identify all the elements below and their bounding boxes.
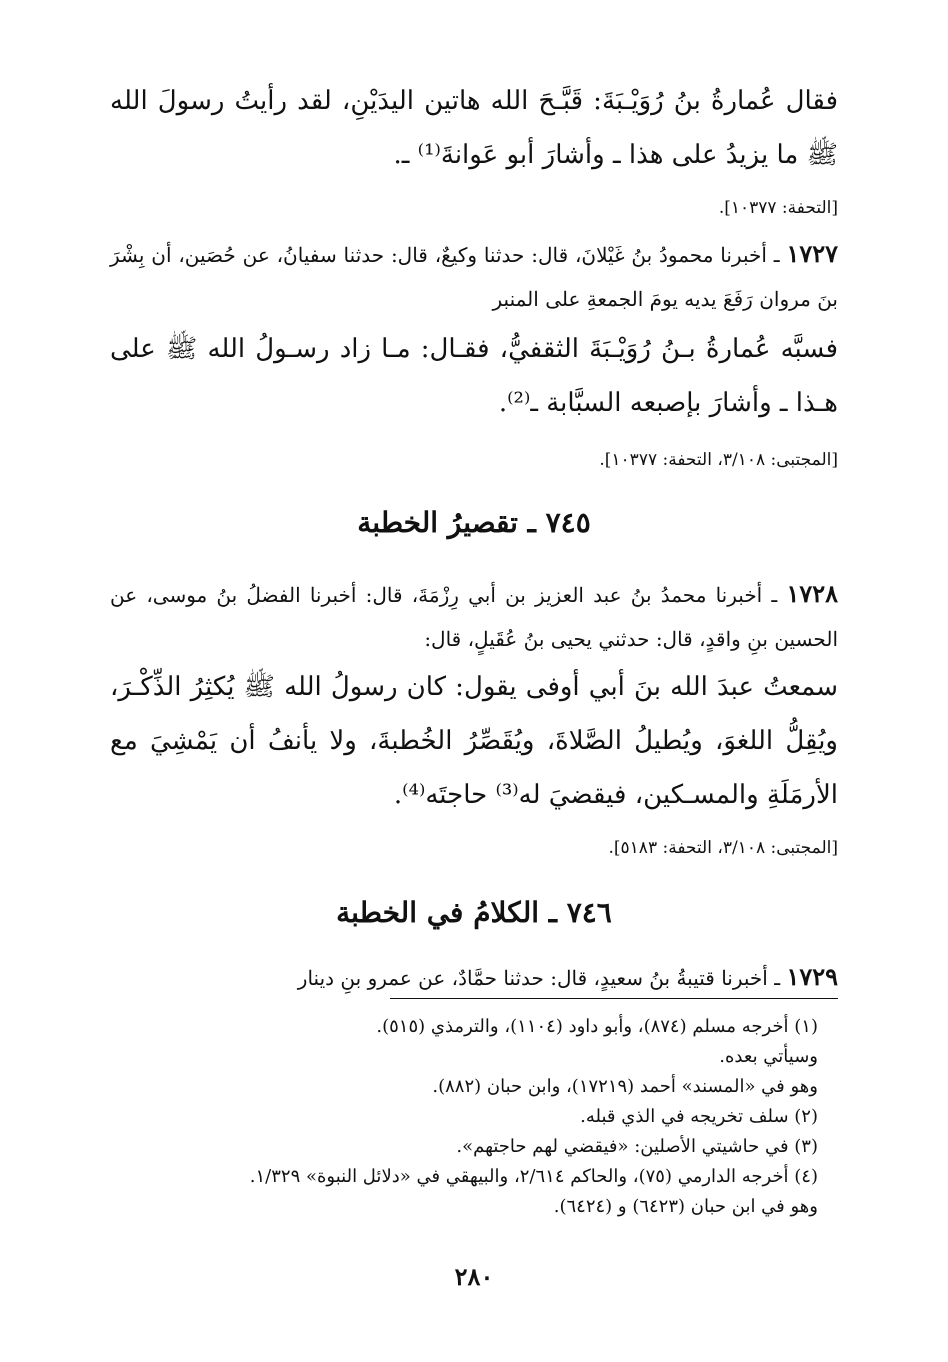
footnote-line: وسيأتي بعده. bbox=[719, 1046, 818, 1067]
hadith-1727-matn: فسبَّه عُمارةُ بـنُ رُوَيْـبَةَ الثقفيُّ، فقـال: مـا زاد رسـولُ الله ﷺ على هـذا ـ وأشارَ بإصبعه السبَّابة ـ⁽²⁾. bbox=[110, 334, 838, 418]
hadith-number: ١٧٢٩ bbox=[786, 962, 838, 991]
hadith-number: ١٧٢٨ bbox=[786, 579, 838, 608]
hadith-number: ١٧٢٧ bbox=[786, 239, 839, 268]
chapter-heading: ٧٤٥ ـ تقصيرُ الخطبة bbox=[357, 506, 591, 539]
hadith-1726-takhrij: [التحفة: ١٠٣٧٧]. bbox=[718, 198, 838, 218]
hadith-1726-matn: فقال عُمارةُ بنُ رُوَيْـبَةَ: قَبَّـحَ الله هاتين اليدَيْنِ، لقد رأيتُ رسولَ الله ﷺ ما يزيدُ على هذا ـ وأشارَ أبو عَوانةَ⁽¹⁾ ـ. bbox=[110, 86, 838, 170]
hadith-1727-isnad bbox=[110, 232, 838, 321]
hadith-1727-takhrij: [المجتبى: ٣/١٠٨، التحفة: ١٠٣٧٧]. bbox=[599, 450, 838, 470]
isnad-text: ـ أخبرنا قتيبةُ بنُ سعيدٍ، قال: حدثنا حمَّادٌ، عن عمرو بنِ دينار bbox=[297, 966, 781, 990]
footnote-line: (٣) في حاشيتي الأصلين: «فيقضي لهم حاجتهم». bbox=[456, 1136, 818, 1157]
hadith-1728-isnad bbox=[110, 572, 838, 661]
footnote-line: وهو في ابن حبان (٦٤٢٣) و (٦٤٢٤). bbox=[553, 1196, 818, 1217]
footnote-separator bbox=[390, 998, 838, 999]
hadith-1728-takhrij: [المجتبى: ٣/١٠٨، التحفة: ٥١٨٣]. bbox=[608, 838, 838, 858]
footnote-line: (١) أخرجه مسلم (٨٧٤)، وأبو داود (١١٠٤)، والترمذي (٥١٥). bbox=[376, 1016, 818, 1037]
isnad-text: ـ أخبرنا محمدُ بنُ عبد العزيز بن أبي رِزْمَةَ، قال: أخبرنا الفضلُ بنُ موسى، عن الحسين بنِ واقدٍ، قال: حدثني يحيى بنُ عُقَيلٍ، قال: bbox=[110, 583, 838, 651]
footnote-line: (٤) أخرجه الدارمي (٧٥)، والحاكم ٢/٦١٤، والبيهقي في «دلائل النبوة» ١/٣٢٩. bbox=[249, 1166, 818, 1187]
isnad-text: ـ أخبرنا محمودُ بنُ غَيْلانَ، قال: حدثنا وكيعٌ، قال: حدثنا سفيانُ، عن حُصَين، أن بِشْرَ بنَ مروان رَفَعَ يديه يومَ الجمعةِ على المنبر bbox=[110, 243, 838, 311]
chapter-heading: ٧٤٦ ـ الكلامُ في الخطبة bbox=[336, 896, 612, 929]
footnotes bbox=[178, 1012, 818, 1222]
hadith-1729-isnad bbox=[110, 955, 838, 1000]
hadith-1728-matn: سمعتُ عبدَ الله بنَ أبي أوفى يقول: كان رسولُ الله ﷺ يُكثِرُ الذِّكْـرَ، ويُقِلُّ اللغوَ، ويُطيلُ الصَّلاةَ، ويُقَصِّرُ الخُطبةَ، ولا يأنفُ أن يَمْشِيَ مع الأرمَلَةِ والمسـكين، فيقضيَ له⁽³⁾ حاجتَه⁽⁴⁾. bbox=[110, 672, 838, 810]
footnote-line: وهو في «المسند» أحمد (١٧٢١٩)، وابن حبان (٨٨٢). bbox=[432, 1076, 818, 1097]
page-number: ٢٨٠ bbox=[454, 1262, 494, 1291]
footnote-line: (٢) سلف تخريجه في الذي قبله. bbox=[580, 1106, 818, 1127]
